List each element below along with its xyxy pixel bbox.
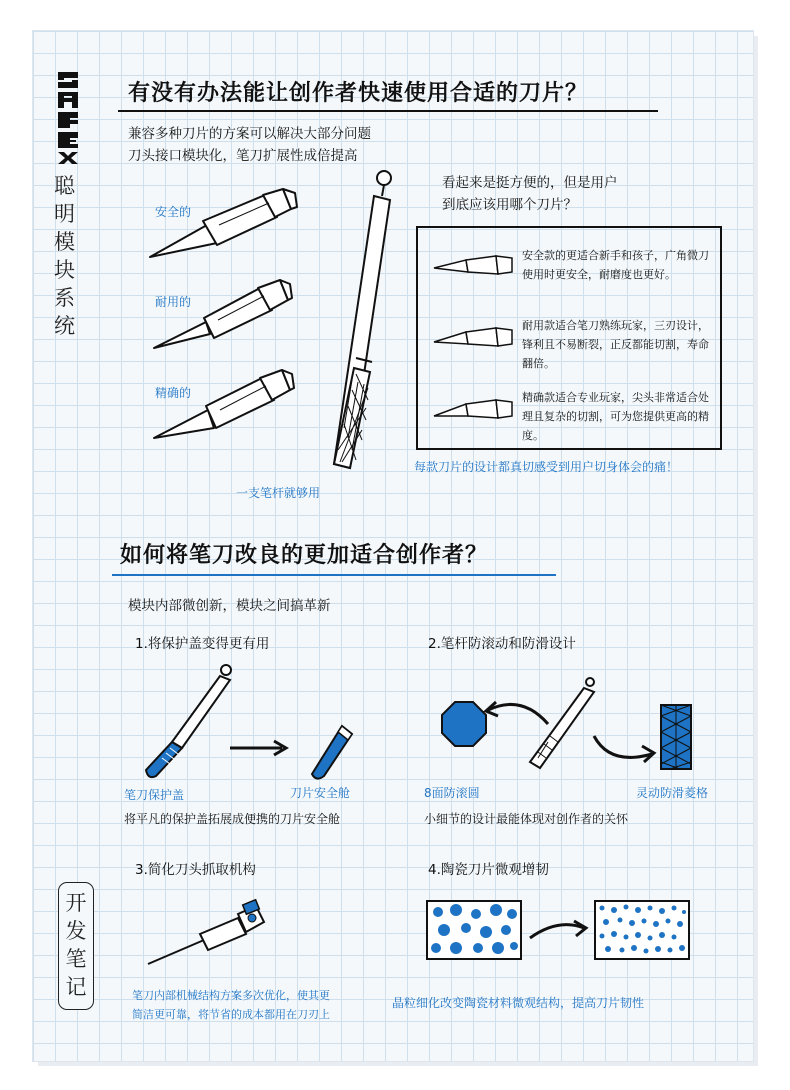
side-tab-dev-notes: 开发笔记 — [58, 882, 94, 1010]
blade-grip-mechanism-illustration — [144, 900, 274, 970]
pen-with-cap-illustration — [140, 660, 240, 780]
pen-caption: 一支笔杆就够用 — [236, 486, 321, 500]
section1-line2: 刀头接口模块化，笔刀扩展性成倍提高 — [128, 148, 358, 164]
question-line2: 到底应该用哪个刀片？ — [442, 197, 577, 213]
curved-arrow-left — [482, 698, 552, 728]
blade-safe-small — [432, 250, 518, 280]
curved-arrow-right — [590, 730, 660, 770]
arrow-right-1 — [228, 738, 288, 758]
blade-safety-capsule-illustration — [306, 722, 356, 782]
blade-durable-small — [432, 322, 518, 352]
section1-title: 有没有办法能让创作者快速使用合适的刀片？ — [128, 81, 589, 106]
pen-illustration — [318, 168, 398, 478]
question-line1: 看起来是挺方便的，但是用户 — [442, 175, 618, 191]
item4-heading: 4.陶瓷刀片微观增韧 — [428, 862, 549, 878]
item2-heading: 2.笔杆防滚动和防滑设计 — [428, 636, 576, 652]
section2-title-underline — [112, 574, 556, 576]
safex-logo — [56, 68, 80, 164]
section1-title-underline — [118, 110, 658, 112]
box-item-safe: 安全款的更适合新手和孩子，广角微刀使用时更安全，耐磨度也更好。 — [522, 249, 709, 281]
item1-label-left: 笔刀保护盖 — [124, 788, 185, 802]
blade-precise-illustration — [150, 364, 300, 444]
diamond-grip-pattern-icon — [660, 704, 692, 770]
item3-heading: 3.简化刀头抓取机构 — [135, 862, 256, 878]
blade-safe-illustration — [145, 185, 305, 265]
blade-durable-illustration — [150, 276, 300, 356]
ceramic-grain-before — [426, 900, 522, 960]
arrow-right-2 — [528, 918, 592, 942]
octagon-anti-roll-icon — [440, 700, 488, 748]
section2-title: 如何将笔刀改良的更加适合创作者？ — [120, 543, 489, 568]
label-durable: 耐用的 — [155, 295, 192, 309]
brand-name: 聪明模块系统 — [54, 174, 75, 338]
label-precise: 精确的 — [155, 386, 192, 400]
item2-label-right: 灵动防滑菱格 — [636, 786, 709, 800]
blade-comparison-box — [416, 226, 722, 450]
section1-line1: 兼容多种刀片的方案可以解决大部分问题 — [128, 126, 371, 142]
box-item-precise: 精确款适合专业玩家，尖头非常适合处理且复杂的切割，可为您提供更高的精度。 — [522, 391, 709, 442]
label-safe: 安全的 — [155, 205, 192, 219]
item2-desc: 小细节的设计最能体现对创作者的关怀 — [424, 812, 629, 826]
brand-block — [44, 68, 92, 340]
item4-desc: 晶粒细化改变陶瓷材料微观结构，提高刀片韧性 — [392, 996, 645, 1010]
item1-heading: 1.将保护盖变得更有用 — [135, 636, 270, 652]
blade-precise-small — [432, 394, 518, 424]
section2-subtitle: 模块内部微创新，模块之间搞革新 — [128, 598, 331, 614]
item1-label-right: 刀片安全舱 — [290, 786, 351, 800]
box-caption: 每款刀片的设计都真切感受到用户切身体会的痛！ — [414, 460, 679, 474]
item3-desc: 笔刀内部机械结构方案多次优化，使其更简洁更可靠，将节省的成本都用在刀刃上 — [132, 989, 330, 1021]
ceramic-grain-after — [594, 900, 690, 960]
item2-label-left: 8面防滚圆 — [424, 786, 480, 800]
box-item-durable: 耐用款适合笔刀熟练玩家，三刃设计，锋利且不易断裂，正反都能切割，寿命翻倍。 — [522, 319, 709, 370]
item1-desc: 将平凡的保护盖拓展成便携的刀片安全舱 — [124, 812, 341, 826]
